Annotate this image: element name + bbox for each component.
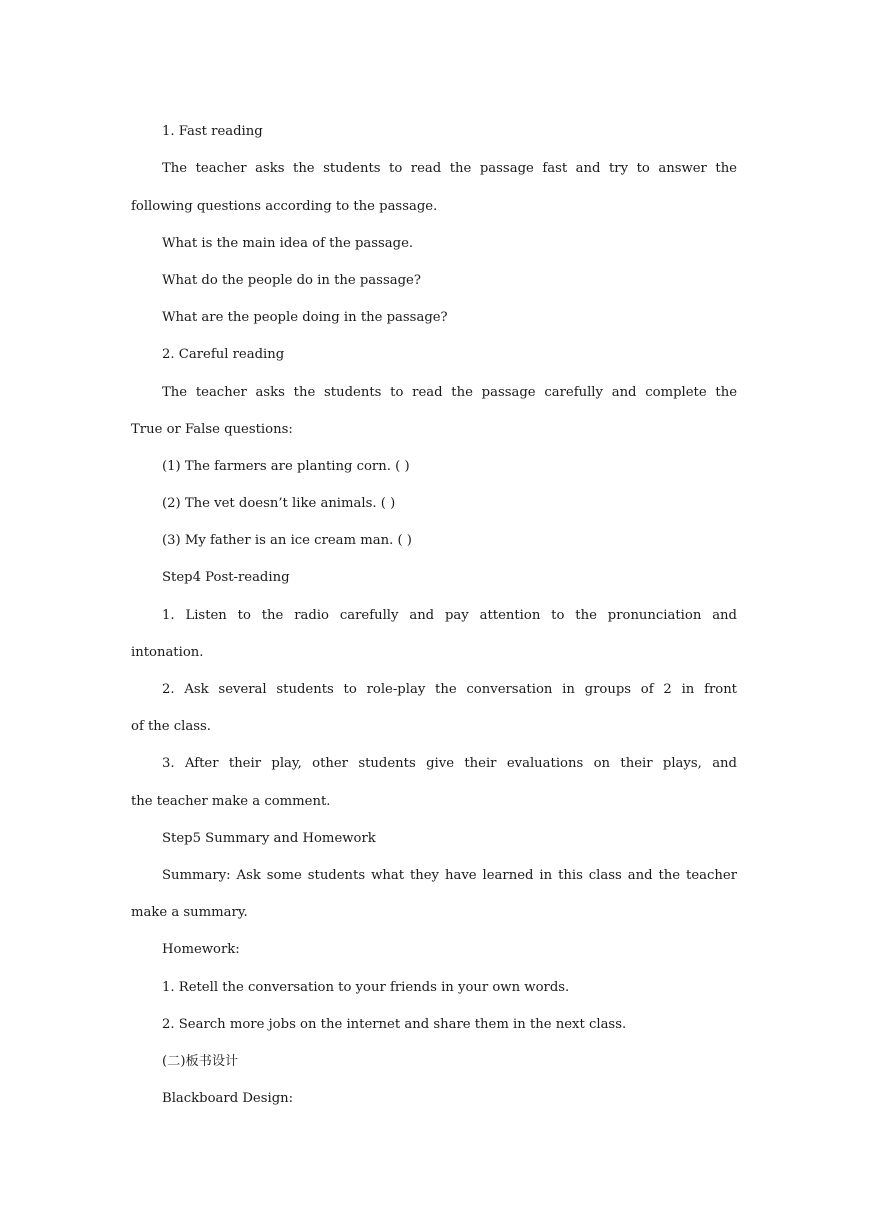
heading-blackboard-cn: (二)板书设计 bbox=[162, 1054, 239, 1069]
paragraph-line: The teacher asks the students to read the passage fast and try to answer the bbox=[162, 161, 737, 176]
paragraph-line: True or False questions: bbox=[131, 422, 293, 437]
heading-step4: Step4 Post-reading bbox=[162, 570, 290, 585]
paragraph-line: Summary: Ask some students what they have learned in this class and the teacher bbox=[162, 868, 737, 883]
heading-careful-reading: 2. Careful reading bbox=[162, 347, 285, 362]
paragraph-line: the teacher make a comment. bbox=[131, 794, 331, 809]
question-line: What is the main idea of the passage. bbox=[162, 236, 414, 251]
paragraph-line: The teacher asks the students to read the passage carefully and complete the bbox=[162, 385, 737, 400]
paragraph-line: intonation. bbox=[131, 645, 204, 660]
paragraph-line: 2. Ask several students to role-play the conversation in groups of 2 in front bbox=[162, 682, 737, 697]
paragraph-line: following questions according to the passage. bbox=[131, 199, 438, 214]
paragraph-line: 1. Listen to the radio carefully and pay attention to the pronunciation and bbox=[162, 608, 737, 623]
question-line: What do the people do in the passage? bbox=[162, 273, 421, 288]
heading-homework: Homework: bbox=[162, 942, 240, 957]
question-line: What are the people doing in the passage? bbox=[162, 310, 448, 325]
true-false-item: (3) My father is an ice cream man. ( ) bbox=[162, 533, 412, 548]
paragraph-line: 3. After their play, other students give their evaluations on their plays, and bbox=[162, 756, 737, 771]
true-false-item: (2) The vet doesn’t like animals. ( ) bbox=[162, 496, 396, 511]
homework-item: 1. Retell the conversation to your friends in your own words. bbox=[162, 980, 570, 995]
heading-blackboard-design: Blackboard Design: bbox=[162, 1091, 294, 1106]
homework-item: 2. Search more jobs on the internet and share them in the next class. bbox=[162, 1017, 627, 1032]
paragraph-line: make a summary. bbox=[131, 905, 248, 920]
paragraph-line: of the class. bbox=[131, 719, 211, 734]
heading-fast-reading: 1. Fast reading bbox=[162, 124, 263, 139]
true-false-item: (1) The farmers are planting corn. ( ) bbox=[162, 459, 410, 474]
heading-step5: Step5 Summary and Homework bbox=[162, 831, 376, 846]
